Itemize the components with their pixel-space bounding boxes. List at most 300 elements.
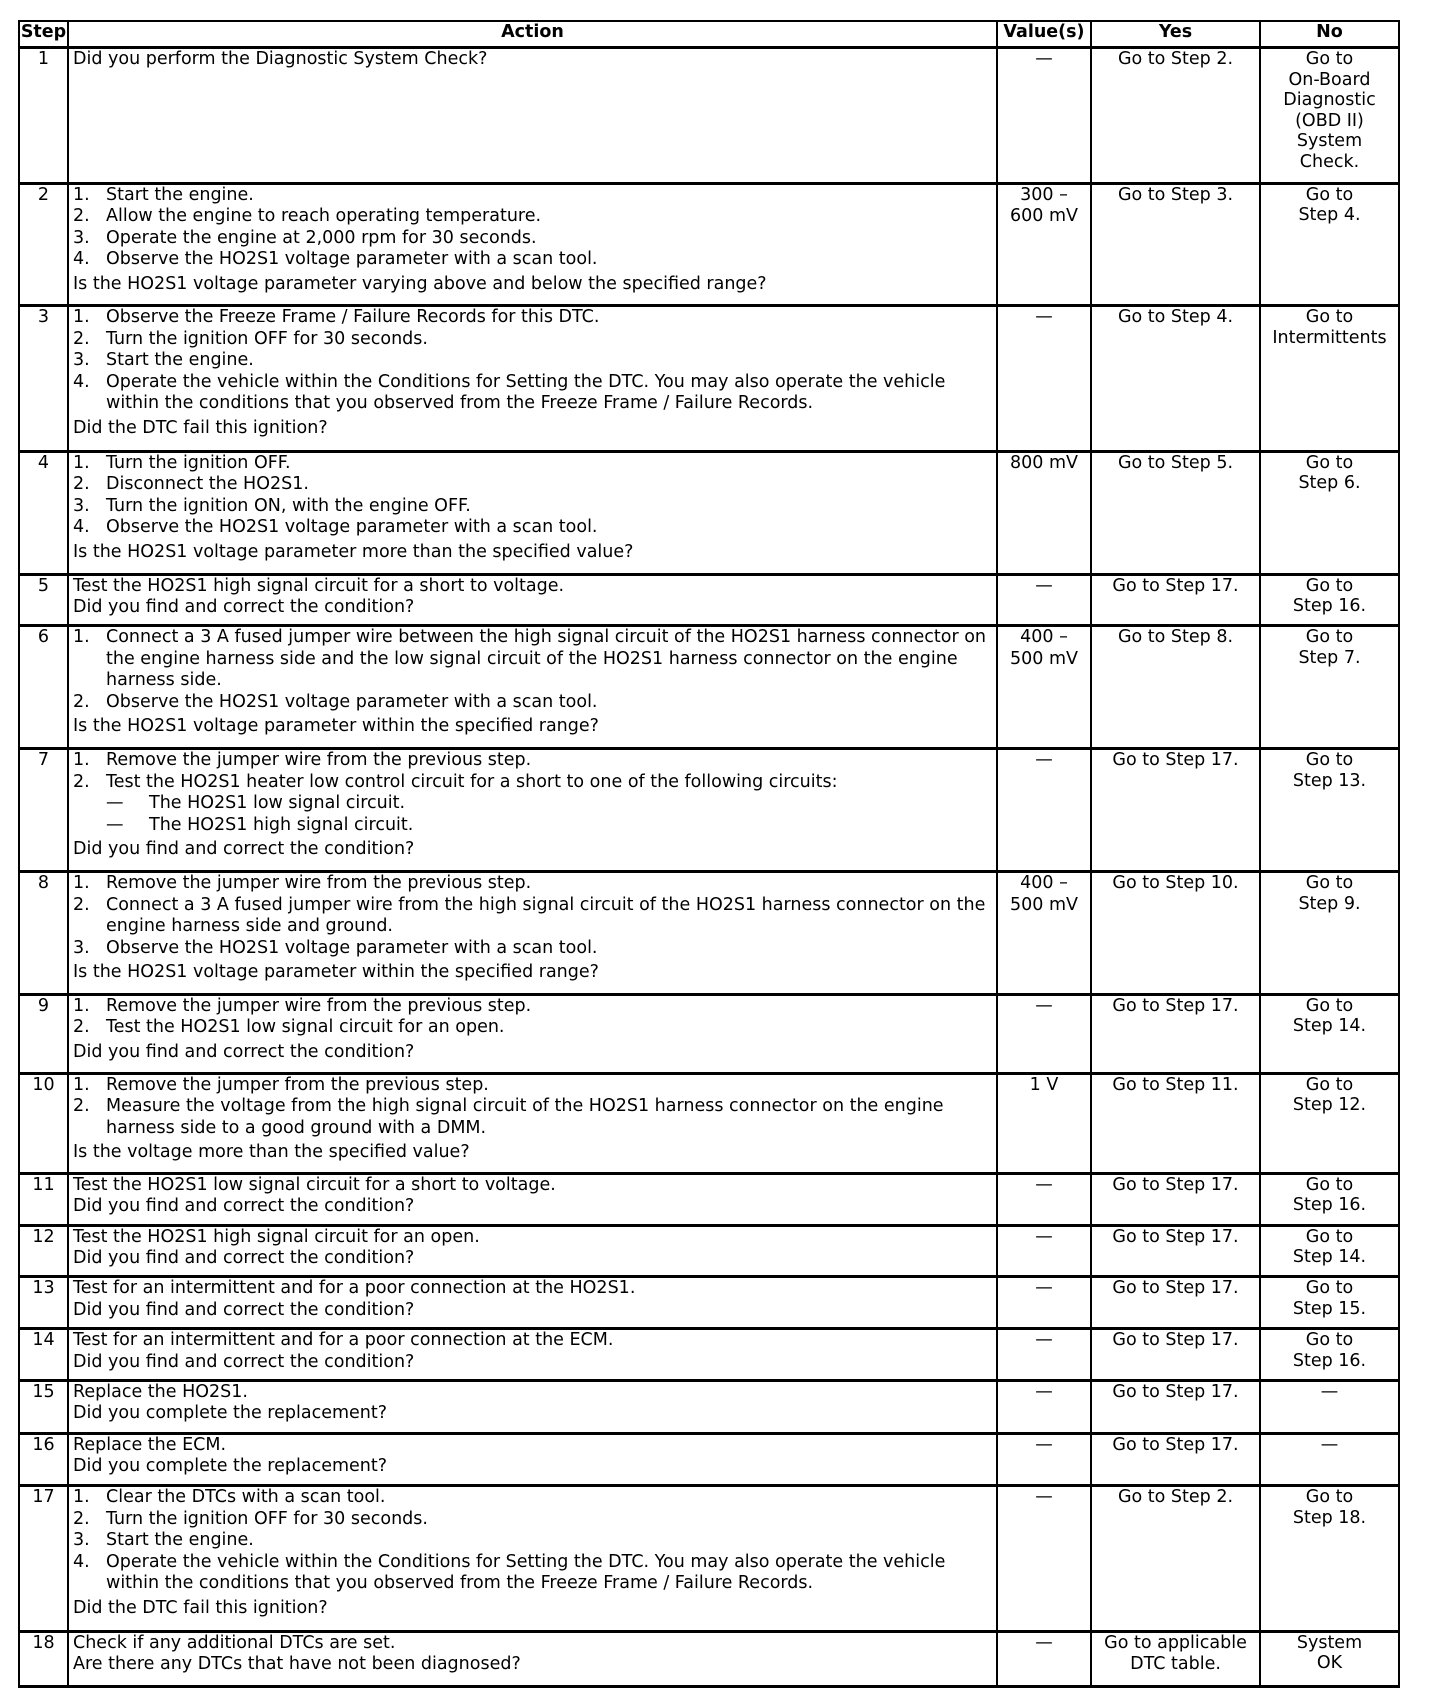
dash-bullet-icon: —: [106, 793, 124, 814]
step-number-text: 3: [37, 307, 50, 328]
action-step: [73, 206, 992, 228]
action-cell: [68, 451, 997, 574]
no-cell-text: Go to Step 9.: [1298, 873, 1361, 914]
yes-cell-text: Go to Step 3.: [1117, 184, 1234, 205]
action-step-number: 4.: [73, 1551, 90, 1572]
dash-bullet-icon: —: [106, 814, 124, 835]
no-cell: [1260, 626, 1399, 749]
table-row: [19, 1073, 1399, 1173]
no-cell-text: —: [1320, 1381, 1339, 1402]
no-cell: [1260, 183, 1399, 305]
action-question: Is the voltage more than the specified value?: [73, 1142, 470, 1163]
action-step: [73, 627, 992, 692]
action-question: Did you find and correct the condition?: [73, 1196, 415, 1217]
action-cell: [68, 306, 997, 452]
action-question: Is the HO2S1 voltage parameter more than the specified value?: [73, 541, 634, 562]
yes-cell: [1091, 872, 1260, 995]
no-cell: [1260, 1486, 1399, 1632]
action-cell: [68, 183, 997, 305]
table-row: [19, 183, 1399, 305]
action-step: [73, 873, 992, 895]
action-intro: Test for an intermittent and for a poor connection at the ECM.: [73, 1330, 614, 1351]
table-row: [19, 1329, 1399, 1381]
action-step-number: 1.: [73, 750, 90, 771]
action-step-text: Observe the Freeze Frame / Failure Records for this DTC.: [106, 307, 600, 328]
no-cell: [1260, 1277, 1399, 1329]
action-question: Did you find and correct the condition?: [73, 1248, 415, 1269]
step-number: [19, 306, 68, 452]
action-step-text: Remove the jumper wire from the previous step.: [106, 995, 532, 1016]
action-step-number: 1.: [73, 1074, 90, 1095]
action-step: [73, 1075, 992, 1097]
no-cell-text: Go to Intermittents: [1272, 307, 1387, 348]
yes-cell: [1091, 1277, 1260, 1329]
no-cell: [1260, 1073, 1399, 1173]
action-step-text: Observe the HO2S1 voltage parameter with a scan tool.: [106, 691, 598, 712]
value-cell-text: —: [1035, 1278, 1053, 1299]
action-step-text: Operate the vehicle within the Conditions for Setting the DTC. You may also operate the vehicle within the conditions that you observed from the Freeze Frame / Failure Records.: [106, 371, 946, 414]
yes-cell-text: Go to Step 17.: [1112, 1174, 1239, 1195]
action-question: Did you find and correct the condition?: [73, 839, 415, 860]
action-cell: [68, 872, 997, 995]
no-cell-text: Go to Step 16.: [1292, 575, 1367, 617]
action-step-number: 1.: [73, 307, 90, 328]
action-step-number: 3.: [73, 937, 90, 958]
no-cell: [1260, 1631, 1399, 1686]
table-row: [19, 574, 1399, 626]
action-step-number: 1.: [73, 452, 90, 473]
no-cell-text: Go to Step 12.: [1292, 1074, 1367, 1116]
no-cell-text: Go to On-Board Diagnostic (OBD II) System Check.: [1283, 49, 1376, 172]
header-no: No: [1260, 21, 1399, 48]
action-cell: [68, 626, 997, 749]
value-cell-text: —: [1035, 575, 1053, 596]
no-cell-text: Go to Step 15.: [1292, 1278, 1367, 1319]
action-step: [73, 1487, 992, 1509]
value-cell-text: —: [1035, 1330, 1053, 1351]
yes-cell-text: Go to Step 11.: [1112, 1074, 1239, 1095]
action-step: [73, 895, 992, 938]
table-row: [19, 1225, 1399, 1277]
value-cell: [997, 1433, 1091, 1486]
step-number: [19, 1173, 68, 1225]
action-subitem-text: The HO2S1 high signal circuit.: [149, 814, 414, 835]
no-cell: [1260, 1380, 1399, 1433]
action-step-text: Start the engine.: [106, 350, 254, 371]
table-row: [19, 1631, 1399, 1686]
value-cell-text: —: [1035, 995, 1053, 1016]
table-row: [19, 1277, 1399, 1329]
action-step-number: 2.: [73, 691, 90, 712]
action-intro: Test the HO2S1 low signal circuit for a short to voltage.: [73, 1174, 556, 1195]
value-cell: [997, 1173, 1091, 1225]
step-number-text: 6: [37, 627, 50, 648]
action-step-text: Disconnect the HO2S1.: [106, 474, 309, 495]
yes-cell: [1091, 1329, 1260, 1381]
table-row: [19, 626, 1399, 749]
action-question: Is the HO2S1 voltage parameter varying above and below the specified range?: [73, 273, 767, 294]
header-step: Step: [19, 21, 68, 48]
no-cell: [1260, 306, 1399, 452]
action-step: [73, 329, 992, 351]
value-cell-text: 400 – 500 mV: [1010, 873, 1078, 915]
action-question: Did you find and correct the condition?: [73, 1351, 415, 1372]
step-number-text: 7: [37, 750, 50, 771]
no-cell-text: —: [1320, 1434, 1339, 1455]
no-cell-text: System OK: [1296, 1632, 1363, 1674]
table-row: [19, 1173, 1399, 1225]
action-step: [73, 938, 992, 960]
action-step: [73, 372, 992, 415]
yes-cell: [1091, 994, 1260, 1073]
value-cell: [997, 1631, 1091, 1686]
header-row: [19, 21, 1399, 48]
step-number-text: 18: [32, 1632, 55, 1653]
action-step-number: 3.: [73, 350, 90, 371]
yes-cell: [1091, 574, 1260, 626]
step-number-text: 5: [37, 575, 50, 596]
value-cell-text: —: [1035, 1381, 1053, 1402]
step-number-text: 2: [37, 184, 50, 205]
value-cell: [997, 451, 1091, 574]
action-question: Did you complete the replacement?: [73, 1403, 388, 1424]
action-step: [73, 228, 992, 250]
value-cell-text: 400 – 500 mV: [1010, 627, 1078, 669]
step-number: [19, 1380, 68, 1433]
action-step: [73, 1017, 992, 1039]
action-step-text: Start the engine.: [106, 1530, 254, 1551]
action-step-number: 4.: [73, 371, 90, 392]
no-cell: [1260, 1225, 1399, 1277]
action-subitem-text: The HO2S1 low signal circuit.: [149, 793, 406, 814]
action-step-number: 4.: [73, 249, 90, 270]
step-number: [19, 1631, 68, 1686]
table-body: [19, 48, 1399, 1687]
action-cell: [68, 574, 997, 626]
step-number: [19, 1225, 68, 1277]
yes-cell-text: Go to applicable DTC table.: [1104, 1632, 1247, 1675]
value-cell: [997, 1380, 1091, 1433]
action-step: [73, 496, 992, 518]
no-cell-text: Go to Step 13.: [1292, 750, 1367, 791]
step-number-text: 12: [32, 1226, 55, 1247]
value-cell-text: 800 mV: [1010, 452, 1078, 473]
action-step-number: 1.: [73, 995, 90, 1016]
action-step-text: Remove the jumper from the previous step.: [106, 1074, 489, 1095]
action-question: Are there any DTCs that have not been diagnosed?: [73, 1654, 521, 1675]
yes-cell: [1091, 1631, 1260, 1686]
yes-cell: [1091, 626, 1260, 749]
yes-cell-text: Go to Step 8.: [1117, 627, 1234, 648]
action-step-number: 2.: [73, 328, 90, 349]
yes-cell: [1091, 1173, 1260, 1225]
yes-cell: [1091, 1433, 1260, 1486]
action-step-number: 1.: [73, 627, 90, 648]
no-cell-text: Go to Step 4.: [1298, 184, 1361, 226]
diagnostic-table: [18, 20, 1400, 1688]
action-step-number: 1.: [73, 1487, 90, 1508]
action-intro: Replace the ECM.: [73, 1434, 227, 1455]
action-step-text: Observe the HO2S1 voltage parameter with a scan tool.: [106, 937, 598, 958]
yes-cell-text: Go to Step 17.: [1112, 1381, 1239, 1402]
value-cell: [997, 1225, 1091, 1277]
value-cell-text: 1 V: [1029, 1074, 1059, 1095]
action-step-number: 2.: [73, 1096, 90, 1117]
table-row: [19, 1433, 1399, 1486]
action-step: [73, 474, 992, 496]
yes-cell-text: Go to Step 2.: [1117, 1487, 1234, 1508]
yes-cell-text: Go to Step 17.: [1112, 1278, 1239, 1299]
yes-cell-text: Go to Step 17.: [1112, 1434, 1239, 1455]
value-cell-text: —: [1035, 1434, 1053, 1455]
no-cell-text: Go to Step 16.: [1292, 1330, 1367, 1371]
action-step-text: Test the HO2S1 low signal circuit for an open.: [106, 1017, 505, 1038]
step-number-text: 9: [37, 995, 50, 1016]
no-cell: [1260, 1329, 1399, 1381]
yes-cell: [1091, 1225, 1260, 1277]
action-step: [73, 1530, 992, 1552]
no-cell-text: Go to Step 6.: [1298, 452, 1361, 494]
action-step-text: Remove the jumper wire from the previous step.: [106, 873, 532, 894]
table-row: [19, 451, 1399, 574]
value-cell: [997, 306, 1091, 452]
action-cell: [68, 1380, 997, 1433]
table-row: [19, 1380, 1399, 1433]
action-step-number: 2.: [73, 894, 90, 915]
action-step: [73, 307, 992, 329]
step-number: [19, 1329, 68, 1381]
action-step-number: 2.: [73, 1017, 90, 1038]
no-cell: [1260, 1433, 1399, 1486]
table-row: [19, 48, 1399, 184]
action-step-text: Connect a 3 A fused jumper wire between the high signal circuit of the HO2S1 harness connector on the engine harness side and the low signal circuit of the HO2S1 harness connector on the engine harness side.: [106, 627, 987, 691]
value-cell-text: —: [1035, 1174, 1053, 1195]
action-step-number: 3.: [73, 495, 90, 516]
action-question: Did you find and correct the condition?: [73, 1041, 415, 1062]
no-cell-text: Go to Step 14.: [1292, 1226, 1367, 1268]
action-step-text: Remove the jumper wire from the previous step.: [106, 750, 532, 771]
action-question: Is the HO2S1 voltage parameter within the specified range?: [73, 716, 599, 737]
action-cell: [68, 1173, 997, 1225]
action-question: Did you find and correct the condition?: [73, 597, 415, 618]
value-cell-text: —: [1035, 750, 1053, 771]
action-question: Did you find and correct the condition?: [73, 1299, 415, 1320]
action-cell: [68, 1277, 997, 1329]
yes-cell: [1091, 48, 1260, 184]
no-cell: [1260, 872, 1399, 995]
value-cell-text: —: [1035, 1632, 1053, 1653]
action-cell: [68, 1225, 997, 1277]
yes-cell-text: Go to Step 17.: [1112, 575, 1239, 596]
step-number: [19, 451, 68, 574]
step-number: [19, 872, 68, 995]
action-step: [73, 996, 992, 1018]
value-cell-text: —: [1035, 307, 1053, 328]
action-question: Did the DTC fail this ignition?: [73, 417, 328, 438]
yes-cell: [1091, 306, 1260, 452]
step-number: [19, 1486, 68, 1632]
step-number-text: 4: [37, 452, 50, 473]
value-cell: [997, 1486, 1091, 1632]
yes-cell-text: Go to Step 10.: [1112, 873, 1239, 894]
value-cell: [997, 749, 1091, 872]
value-cell: [997, 574, 1091, 626]
value-cell: [997, 626, 1091, 749]
step-number: [19, 183, 68, 305]
step-number-text: 17: [32, 1487, 55, 1508]
action-question: Did you complete the replacement?: [73, 1456, 388, 1477]
step-number-text: 13: [32, 1278, 55, 1299]
table-row: [19, 872, 1399, 995]
table-row: [19, 994, 1399, 1073]
no-cell: [1260, 749, 1399, 872]
action-step: [73, 772, 992, 794]
value-cell: [997, 183, 1091, 305]
action-step: [73, 1096, 992, 1139]
value-cell-text: —: [1035, 49, 1053, 69]
action-step: [73, 185, 992, 207]
action-step-text: Operate the engine at 2,000 rpm for 30 seconds.: [106, 227, 537, 248]
action-step-text: Observe the HO2S1 voltage parameter with a scan tool.: [106, 517, 598, 538]
table-row: [19, 749, 1399, 872]
action-question: Did you perform the Diagnostic System Check?: [73, 49, 488, 69]
action-cell: [68, 1073, 997, 1173]
no-cell: [1260, 994, 1399, 1073]
no-cell: [1260, 451, 1399, 574]
step-number: [19, 574, 68, 626]
action-cell: [68, 1631, 997, 1686]
yes-cell-text: Go to Step 5.: [1117, 452, 1234, 473]
action-step-text: Turn the ignition OFF.: [106, 452, 291, 473]
action-intro: Test the HO2S1 high signal circuit for an open.: [73, 1226, 480, 1247]
yes-cell: [1091, 1486, 1260, 1632]
no-cell: [1260, 48, 1399, 184]
yes-cell: [1091, 451, 1260, 574]
no-cell-text: Go to Step 7.: [1298, 627, 1361, 668]
action-step: [73, 692, 992, 714]
no-cell-text: Go to Step 14.: [1292, 995, 1367, 1037]
action-step-text: Test the HO2S1 heater low control circuit for a short to one of the following circuits:: [106, 771, 838, 792]
step-number-text: 11: [32, 1174, 55, 1195]
action-cell: [68, 48, 997, 184]
no-cell: [1260, 574, 1399, 626]
action-cell: [68, 1329, 997, 1381]
value-cell-text: 300 – 600 mV: [1010, 184, 1078, 227]
yes-cell-text: Go to Step 17.: [1112, 1226, 1239, 1247]
action-step-number: 3.: [73, 1530, 90, 1551]
step-number-text: 16: [32, 1434, 55, 1455]
action-step: [73, 517, 992, 539]
yes-cell-text: Go to Step 2.: [1117, 49, 1234, 69]
action-step: [73, 1509, 992, 1531]
step-number-text: 10: [32, 1074, 55, 1095]
action-step: [73, 750, 992, 772]
yes-cell-text: Go to Step 17.: [1112, 750, 1239, 771]
action-step: [73, 249, 992, 271]
action-step: [73, 350, 992, 372]
yes-cell: [1091, 1380, 1260, 1433]
step-number-text: 15: [32, 1381, 55, 1402]
step-number: [19, 626, 68, 749]
action-step-text: Operate the vehicle within the Conditions for Setting the DTC. You may also operate the vehicle within the conditions that you observed from the Freeze Frame / Failure Records.: [106, 1551, 946, 1594]
value-cell-text: —: [1035, 1487, 1053, 1508]
action-cell: [68, 749, 997, 872]
action-step-text: Observe the HO2S1 voltage parameter with a scan tool.: [106, 249, 598, 270]
action-intro: Check if any additional DTCs are set.: [73, 1632, 396, 1653]
action-step-text: Start the engine.: [106, 184, 254, 205]
action-intro: Replace the HO2S1.: [73, 1381, 248, 1402]
action-step-text: Connect a 3 A fused jumper wire from the high signal circuit of the HO2S1 harness connector on the engine harness side and ground.: [106, 894, 986, 937]
action-step-number: 2.: [73, 474, 90, 495]
yes-cell-text: Go to Step 4.: [1117, 307, 1234, 328]
no-cell-text: Go to Step 18.: [1292, 1487, 1367, 1528]
yes-cell: [1091, 1073, 1260, 1173]
action-subitem: [73, 815, 992, 837]
action-question: Did the DTC fail this ignition?: [73, 1597, 328, 1618]
action-question: Is the HO2S1 voltage parameter within the specified range?: [73, 962, 599, 983]
action-step-number: 4.: [73, 517, 90, 538]
value-cell: [997, 48, 1091, 184]
header-yes: Yes: [1091, 21, 1260, 48]
action-step-number: 3.: [73, 227, 90, 248]
action-step-text: Clear the DTCs with a scan tool.: [106, 1487, 386, 1508]
action-step-number: 2.: [73, 771, 90, 792]
table-row: [19, 1486, 1399, 1632]
action-cell: [68, 1433, 997, 1486]
action-step-number: 1.: [73, 184, 90, 205]
action-step-text: Turn the ignition OFF for 30 seconds.: [106, 328, 428, 349]
action-intro: Test for an intermittent and for a poor connection at the HO2S1.: [73, 1278, 636, 1299]
action-intro: Test the HO2S1 high signal circuit for a short to voltage.: [73, 575, 565, 596]
step-number: [19, 994, 68, 1073]
step-number: [19, 1433, 68, 1486]
yes-cell: [1091, 749, 1260, 872]
value-cell: [997, 1329, 1091, 1381]
yes-cell: [1091, 183, 1260, 305]
action-step-number: 1.: [73, 873, 90, 894]
action-step-text: Measure the voltage from the high signal circuit of the HO2S1 harness connector on the engine harness side to a good ground with a DMM.: [106, 1096, 944, 1138]
yes-cell-text: Go to Step 17.: [1112, 1330, 1239, 1351]
action-subitem: [73, 793, 992, 815]
header-action: Action: [68, 21, 997, 48]
no-cell-text: Go to Step 16.: [1292, 1174, 1367, 1216]
yes-cell-text: Go to Step 17.: [1112, 995, 1239, 1016]
no-cell: [1260, 1173, 1399, 1225]
step-number-text: 1: [37, 49, 50, 69]
step-number: [19, 1277, 68, 1329]
value-cell: [997, 872, 1091, 995]
step-number: [19, 48, 68, 184]
action-step: [73, 1552, 992, 1595]
header-values: Value(s): [997, 21, 1091, 48]
value-cell: [997, 1277, 1091, 1329]
action-step-text: Turn the ignition ON, with the engine OFF.: [106, 495, 471, 516]
action-step-number: 2.: [73, 1508, 90, 1529]
step-number: [19, 1073, 68, 1173]
step-number: [19, 749, 68, 872]
table-row: [19, 306, 1399, 452]
action-cell: [68, 994, 997, 1073]
step-number-text: 14: [32, 1330, 55, 1351]
value-cell: [997, 994, 1091, 1073]
action-cell: [68, 1486, 997, 1632]
value-cell-text: —: [1035, 1226, 1053, 1247]
action-step-number: 2.: [73, 206, 90, 227]
action-step: [73, 453, 992, 475]
value-cell: [997, 1073, 1091, 1173]
action-step-text: Allow the engine to reach operating temperature.: [106, 206, 542, 227]
step-number-text: 8: [37, 873, 50, 894]
